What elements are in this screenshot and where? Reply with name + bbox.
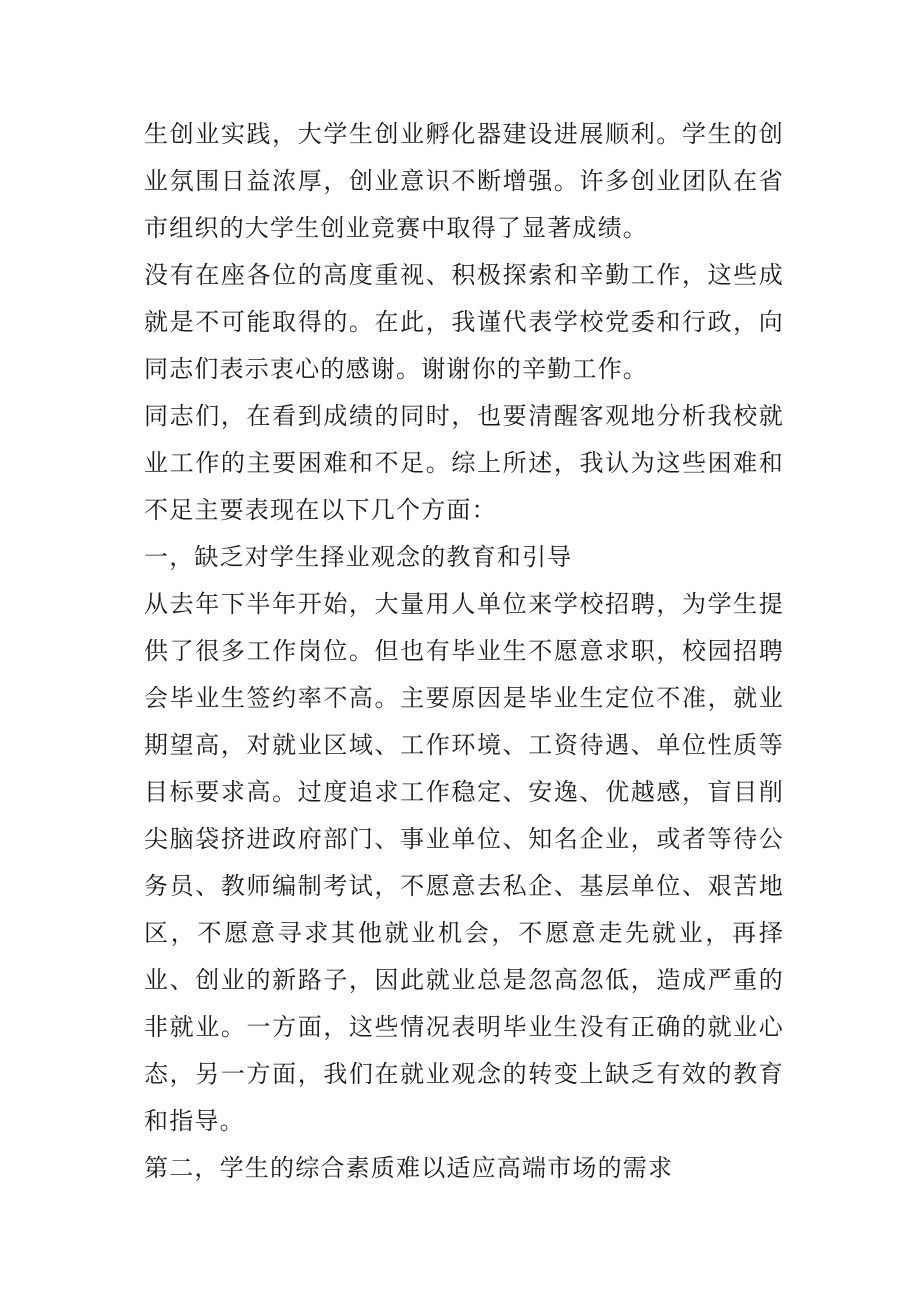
- section-heading-1: 一，缺乏对学生择业观念的教育和引导: [144, 543, 573, 571]
- paragraph-entrepreneurship-results: 生创业实践，大学生创业孵化器建设进展顺利。学生的创业氛围日益浓厚，创业意识不断增强。许多创业团队在省市组织的大学生创业竞赛中取得了显著成绩。: [144, 120, 784, 242]
- section-heading-2: 第二，学生的综合素质难以适应高端市场的需求: [144, 1154, 674, 1182]
- paragraph-problems-intro: 同志们，在看到成绩的同时，也要清醒客观地分析我校就业工作的主要困难和不足。综上所述，我认为这些困难和不足主要表现在以下几个方面：: [144, 402, 784, 524]
- paragraph-career-guidance: 从去年下半年开始，大量用人单位来学校招聘，为学生提供了很多工作岗位。但也有毕业生不愿意求职，校园招聘会毕业生签约率不高。主要原因是毕业生定位不准，就业期望高，对就业区域、工作环境、工资待遇、单位性质等目标要求高。过度追求工作稳定、安逸、优越感，盲目削尖脑袋挤进政府部门、事业单位、知名企业，或者等待公务员、教师编制考试，不愿意去私企、基层单位、艰苦地区，不愿意寻求其他就业机会，不愿意走先就业，再择业、创业的新路子，因此就业总是忽高忽低，造成严重的非就业。一方面，这些情况表明毕业生没有正确的就业心态，另一方面，我们在就业观念的转变上缺乏有效的教育和指导。: [144, 590, 784, 1135]
- paragraph-acknowledgement: 没有在座各位的高度重视、积极探索和辛勤工作，这些成就是不可能取得的。在此，我谨代表学校党委和行政，向同志们表示衷心的感谢。谢谢你的辛勤工作。: [144, 261, 784, 383]
- document-body: [144, 111, 784, 1192]
